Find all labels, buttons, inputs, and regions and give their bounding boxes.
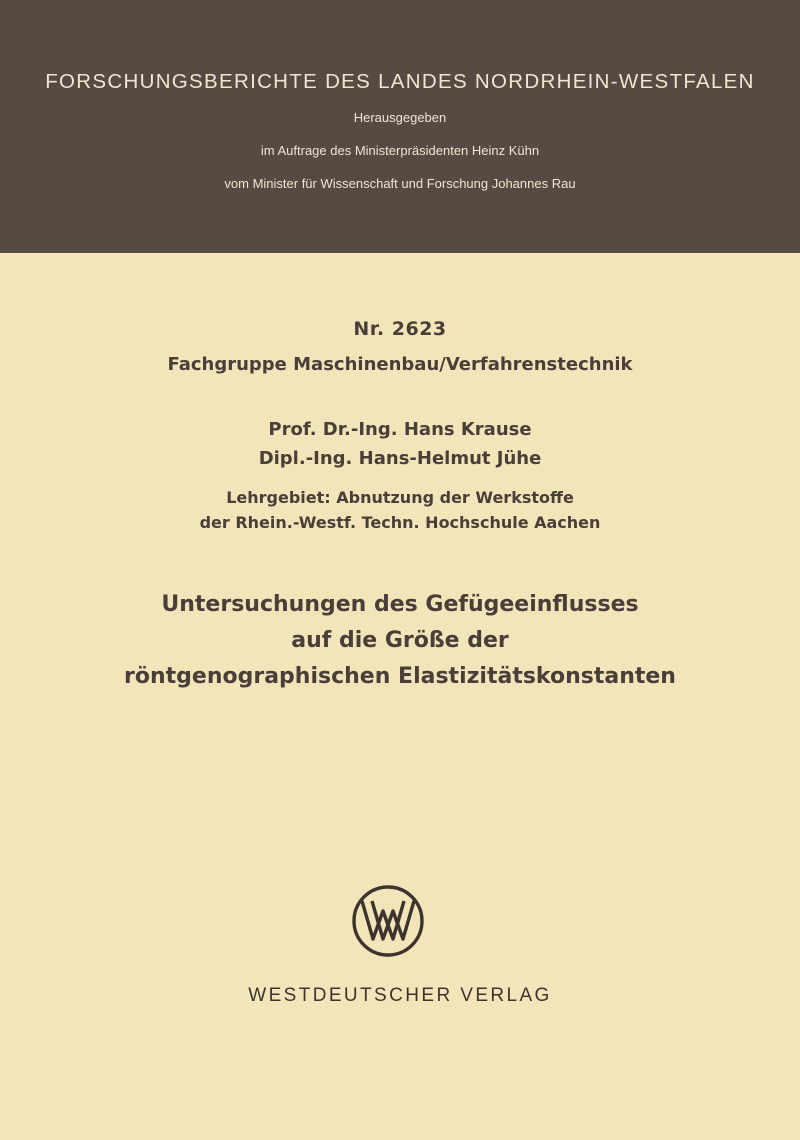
title-line-3: röntgenographischen Elastizitätskonstanten (124, 664, 676, 689)
author-2: Dipl.-Ing. Hans-Helmut Jühe (258, 448, 542, 469)
title-line-1: Untersuchungen des Gefügeeinflusses (161, 592, 639, 617)
institution-line-2: der Rhein.-Westf. Techn. Hochschule Aachen (199, 513, 601, 532)
report-number: Nr. 2623 (353, 318, 447, 340)
publisher-name: WESTDEUTSCHER VERLAG (248, 985, 552, 1006)
editor-line-2: im Auftrage des Ministerpräsidenten Heinz Kühn (260, 143, 540, 158)
subject-group: Fachgruppe Maschinenbau/Verfahrenstechnik (167, 354, 633, 375)
title-line-2: auf die Größe der (291, 628, 509, 653)
header-band (0, 0, 800, 253)
institution-line-1: Lehrgebiet: Abnutzung der Werkstoffe (226, 488, 574, 507)
editor-line-1: Herausgegeben (353, 110, 447, 125)
ww-circle-logo-icon (350, 883, 426, 959)
series-title: FORSCHUNGSBERICHTE DES LANDES NORDRHEIN-WESTFALEN (45, 70, 755, 93)
editor-line-3: vom Minister für Wissenschaft und Forschung Johannes Rau (224, 176, 576, 191)
author-1: Prof. Dr.-Ing. Hans Krause (268, 419, 532, 440)
